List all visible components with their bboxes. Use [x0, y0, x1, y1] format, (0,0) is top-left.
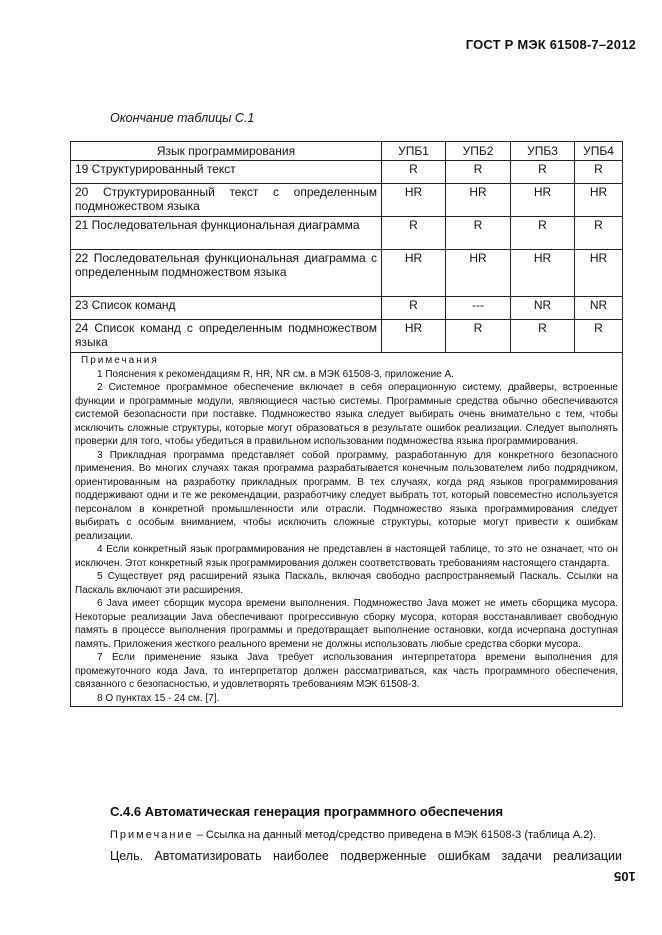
- note-item: 4 Если конкретный язык программирования не представлен в настоящей таблице, то это не означает, что он исключен. Этот конкретный язык программирования должен соответствовать требованиям настоящего стандарта.: [75, 544, 618, 569]
- document-header: ГОСТ Р МЭК 61508-7–2012: [465, 37, 636, 52]
- row-value-sil3: R: [511, 161, 575, 184]
- notes-title: Примечания: [81, 355, 159, 366]
- row-value-sil1: R: [382, 217, 446, 250]
- row-value-sil2: HR: [446, 250, 511, 297]
- table-row: [71, 320, 623, 353]
- row-value-sil3: HR: [511, 250, 575, 297]
- row-value-sil1: R: [382, 297, 446, 320]
- row-value-sil2: R: [446, 161, 511, 184]
- row-value-sil4: R: [575, 320, 623, 353]
- row-value-sil1: R: [382, 161, 446, 184]
- row-value-sil3: R: [511, 217, 575, 250]
- row-value-sil4: HR: [575, 184, 623, 217]
- note-item: 5 Существует ряд расширений языка Паскаль, включая свободно распространяемый Паскаль. Ссылки на Паскаль включают эти расширения.: [75, 571, 618, 596]
- header-sil4: УПБ4: [575, 142, 623, 161]
- note-item: 6 Java имеет сборщик мусора времени выполнения. Подмножество Java может не иметь сборщика мусора. Некоторые реализации Java обеспечивают прогрессивную сборку мусора, которая восстанавливает свободную память в процессе выполнения программы и предотвращает выполнение остановки, когда исчерпана доступная память. Приложения жесткого реального времени не должны использовать любые средства сборки мусора.: [75, 598, 618, 650]
- row-value-sil1: HR: [382, 320, 446, 353]
- header-sil3: УПБ3: [511, 142, 575, 161]
- row-value-sil4: R: [575, 217, 623, 250]
- note-item: 2 Системное программное обеспечение включает в себя операционную систему, драйверы, встроенные функции и программные модули, являющиеся частью системы. Программные средства обычно обеспечиваются системой безопасности при поставке. Подмножество языка следует выбирать очень внимательно с тем, чтобы исключить сложные структуры, которые могут образоваться в результате ошибок реализации. Следует выполнять проверки для того, чтобы убедиться в правильном использовании подмножества языка программирования.: [75, 382, 618, 447]
- row-value-sil2: ---: [446, 297, 511, 320]
- note-text: – Ссылка на данный метод/средство приведена в МЭК 61508-3 (таблица А.2).: [193, 829, 597, 841]
- table-row: [71, 250, 623, 297]
- row-value-sil3: NR: [511, 297, 575, 320]
- notes-row: [71, 353, 623, 707]
- row-value-sil2: R: [446, 320, 511, 353]
- table-row: [71, 297, 623, 320]
- row-value-sil1: HR: [382, 250, 446, 297]
- notes-cell: [71, 353, 623, 707]
- table-caption: Окончание таблицы С.1: [110, 111, 255, 125]
- row-language: 21 Последовательная функциональная диаграмма: [71, 217, 382, 250]
- note-label: Примечание: [110, 829, 194, 841]
- row-value-sil3: R: [511, 320, 575, 353]
- row-language: 22 Последовательная функциональная диаграмма с определенным подмножеством языка: [71, 250, 382, 297]
- row-language: 20 Структурированный текст с определенным подмножеством языка: [71, 184, 382, 217]
- note-item: 7 Если применение языка Java требует использования интерпретатора времени выполнения для промежуточного кода Java, то интерпретатор должен рассматриваться, как часть программного обеспечения, связанного с безопасностью, и удовлетворять требованиям МЭК 61508-3.: [75, 652, 618, 690]
- header-language: Язык программирования: [71, 142, 382, 161]
- row-language: 24 Список команд с определенным подмножеством языка: [71, 320, 382, 353]
- table-row: [71, 161, 623, 184]
- row-value-sil1: HR: [382, 184, 446, 217]
- row-value-sil2: HR: [446, 184, 511, 217]
- row-value-sil4: R: [575, 161, 623, 184]
- table-row: [71, 184, 623, 217]
- row-value-sil4: NR: [575, 297, 623, 320]
- row-value-sil3: HR: [511, 184, 575, 217]
- note-item: 3 Прикладная программа представляет собой программу, разработанную для конкретного безопасного применения. Во многих случаях такая программа разрабатывается конечным пользователем либо подрядчиком, ориентированным на разработку прикладных программ. В тех случаях, когда ряд языков программирования поддерживают одни и те же рекомендации, разработчику следует выбрать тот, который повсеместно используется персоналом в конкретной промышленности или отрасли. Подмножество языка программирования следует выбирать с особым вниманием, чтобы исключить сложные структуры, которые могут привести к ошибкам реализации.: [75, 449, 618, 542]
- section-title: С.4.6 Автоматическая генерация программного обеспечения: [110, 804, 504, 819]
- row-language: 19 Структурированный текст: [71, 161, 382, 184]
- table-row: [71, 217, 623, 250]
- goal-paragraph: Цель. Автоматизировать наиболее подверженные ошибкам задачи реализации: [110, 849, 622, 863]
- section-note: [110, 829, 596, 841]
- row-language: 23 Список команд: [71, 297, 382, 320]
- header-sil1: УПБ1: [382, 142, 446, 161]
- header-sil2: УПБ2: [446, 142, 511, 161]
- table-header-row: [71, 142, 623, 161]
- page-number: 105: [614, 869, 636, 884]
- note-item: 8 О пунктах 15 - 24 см. [7].: [97, 692, 220, 704]
- language-table: [70, 141, 623, 707]
- row-value-sil2: R: [446, 217, 511, 250]
- note-item: 1 Пояснения к рекомендациям R, HR, NR см. в МЭК 61508-3, приложение А.: [97, 368, 454, 380]
- row-value-sil4: HR: [575, 250, 623, 297]
